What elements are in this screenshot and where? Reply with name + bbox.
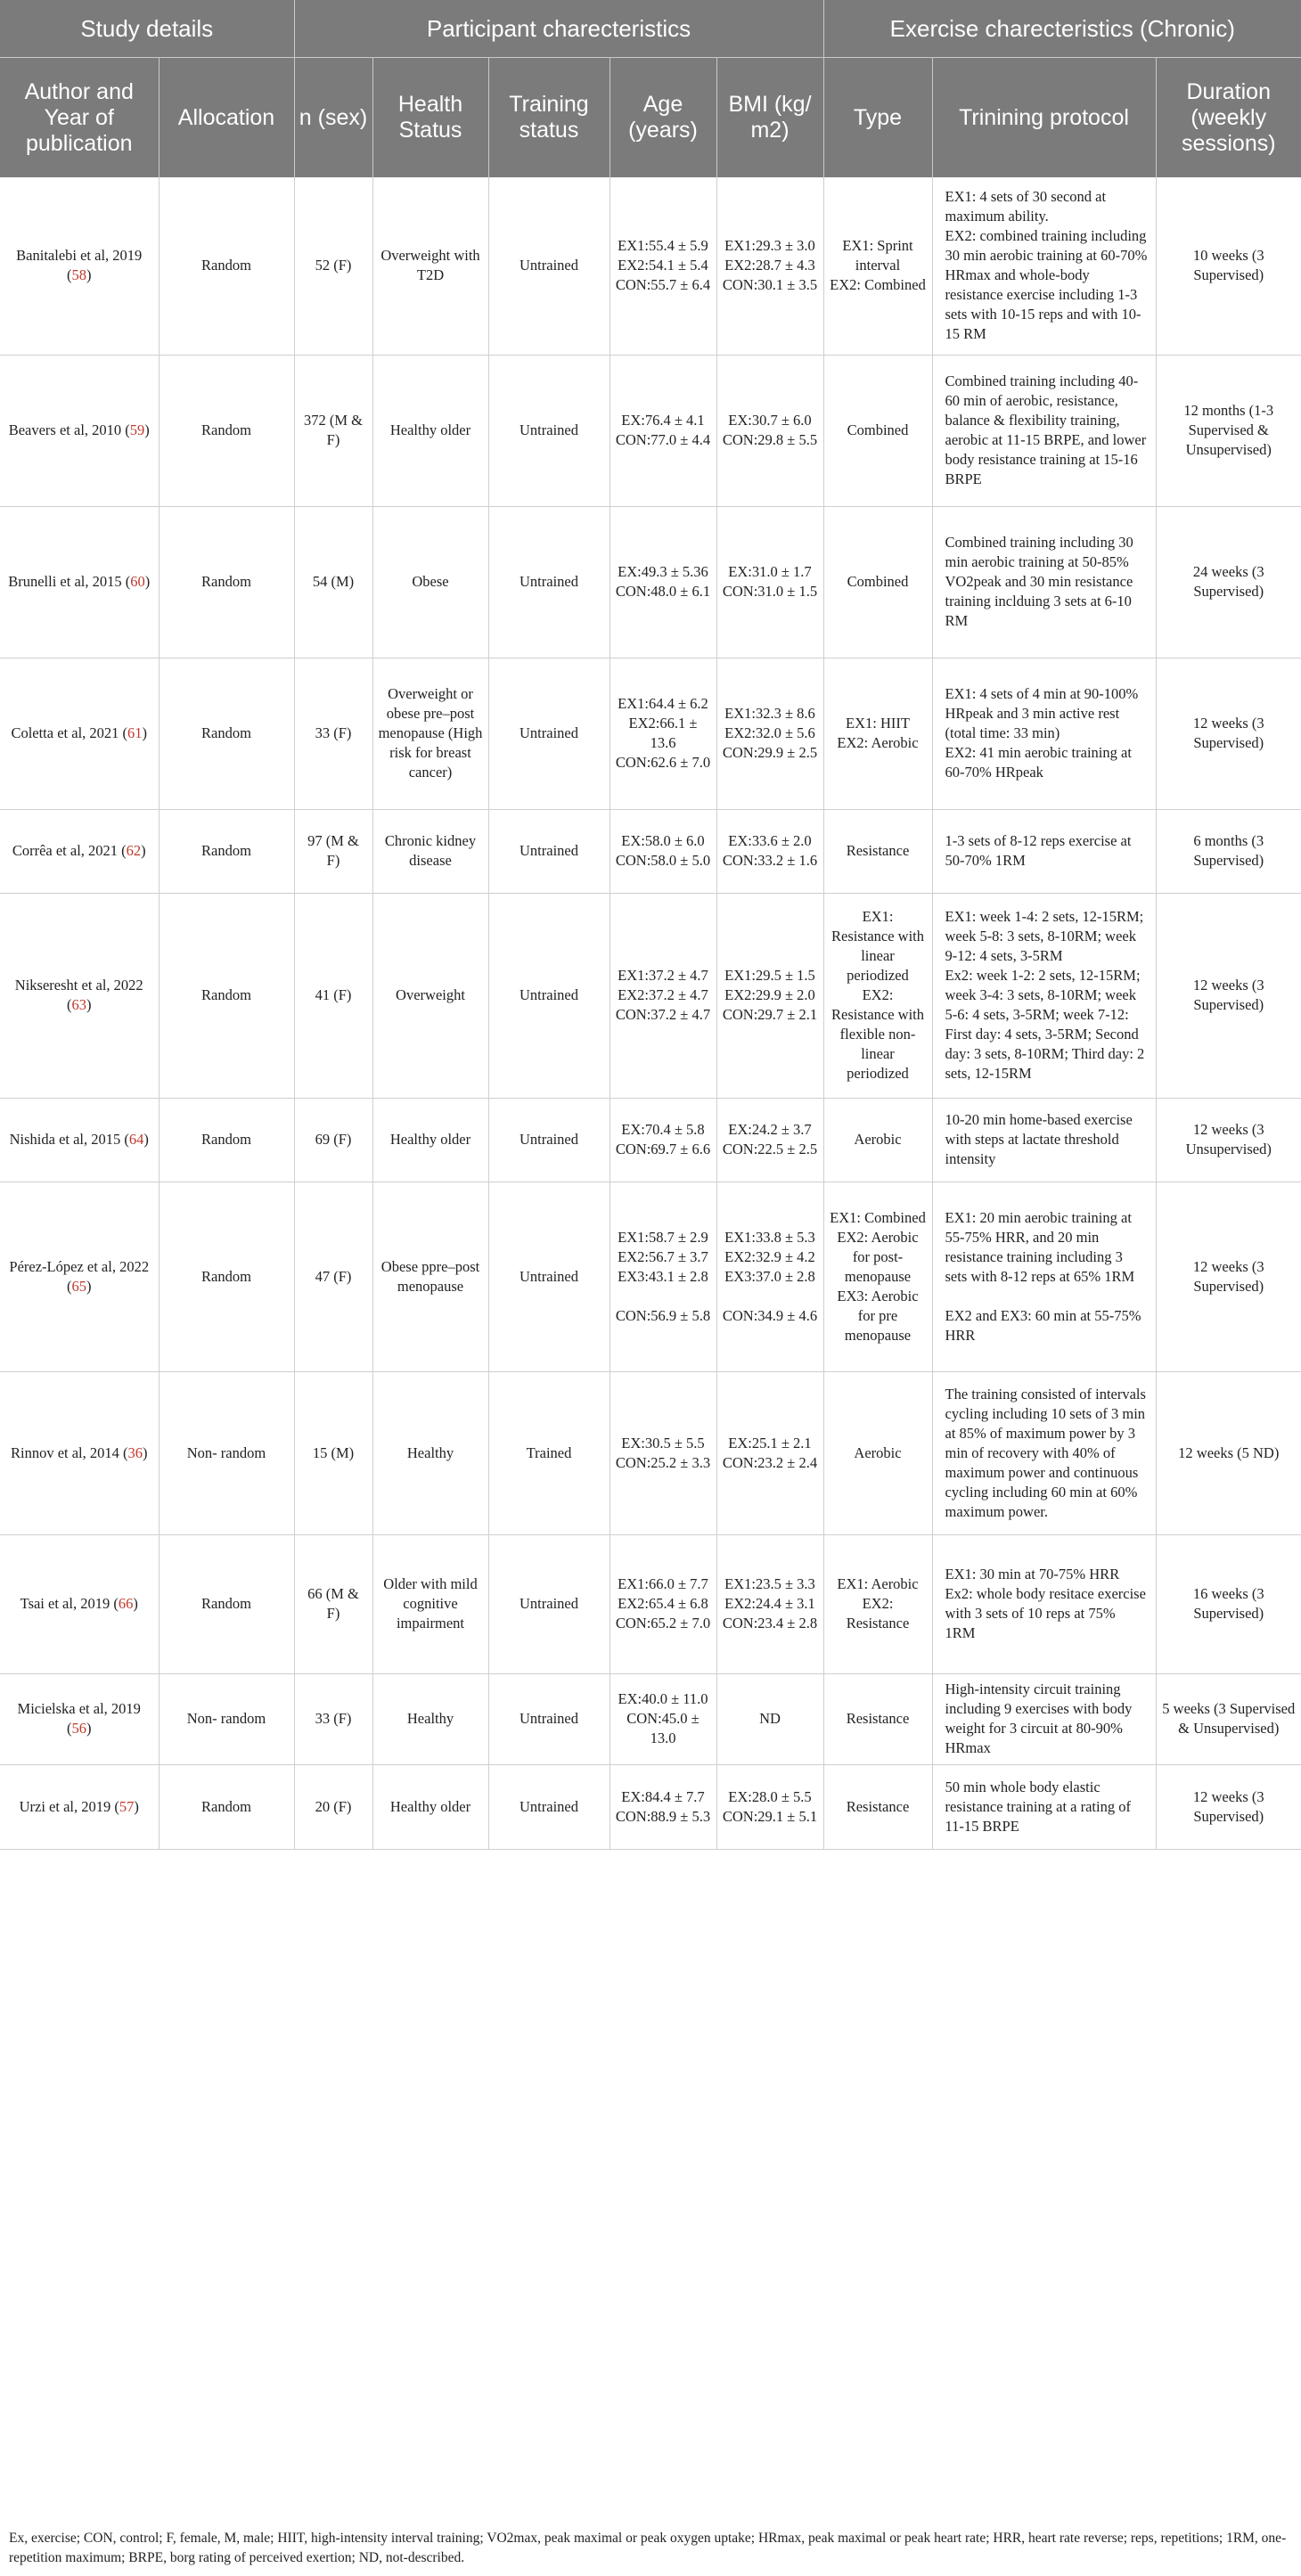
cell-age: EX:70.4 ± 5.8 CON:69.7 ± 6.6 [610, 1098, 716, 1182]
cell-n: 69 (F) [294, 1098, 372, 1182]
cell-type: Resistance [823, 1673, 932, 1764]
reference-link[interactable]: 66 [118, 1595, 134, 1612]
cell-n: 47 (F) [294, 1182, 372, 1371]
cell-author: Beavers et al, 2010 (59) [0, 355, 159, 506]
cell-health: Overweight or obese pre–post menopause (High risk for breast cancer) [372, 658, 488, 809]
cell-age: EX:49.3 ± 5.36 CON:48.0 ± 6.1 [610, 506, 716, 658]
cell-bmi: EX:33.6 ± 2.0 CON:33.2 ± 1.6 [716, 809, 823, 893]
cell-duration: 24 weeks (3 Supervised) [1156, 506, 1301, 658]
author-text: Micielska et al, 2019 [17, 1700, 141, 1717]
cell-training: Untrained [488, 1098, 610, 1182]
cell-bmi: EX1:32.3 ± 8.6 EX2:32.0 ± 5.6 CON:29.9 ± 2.5 [716, 658, 823, 809]
cell-type: Resistance [823, 809, 932, 893]
cell-author: Brunelli et al, 2015 (60) [0, 506, 159, 658]
author-text: Beavers et al, 2010 [8, 421, 122, 438]
cell-n: 15 (M) [294, 1371, 372, 1534]
group-header-study: Study details [0, 0, 294, 58]
table-row [0, 1371, 1301, 1534]
table-body [0, 177, 1301, 1849]
group-header-exercise: Exercise charecteristics (Chronic) [823, 0, 1301, 58]
table-row [0, 1673, 1301, 1764]
reference-link[interactable]: 65 [71, 1277, 86, 1295]
table-row [0, 1098, 1301, 1182]
cell-duration: 12 weeks (3 Supervised) [1156, 1182, 1301, 1371]
cell-age: EX1:64.4 ± 6.2 EX2:66.1 ± 13.6 CON:62.6 ± 7.0 [610, 658, 716, 809]
cell-allocation: Random [159, 1534, 294, 1673]
cell-health: Older with mild cognitive impairment [372, 1534, 488, 1673]
cell-duration: 12 weeks (3 Supervised) [1156, 893, 1301, 1098]
author-text: Tsai et al, 2019 [20, 1595, 110, 1612]
cell-duration: 12 weeks (3 Supervised) [1156, 658, 1301, 809]
cell-n: 54 (M) [294, 506, 372, 658]
cell-type: EX1: Sprint interval EX2: Combined [823, 177, 932, 355]
cell-training: Untrained [488, 1534, 610, 1673]
cell-bmi: EX:25.1 ± 2.1 CON:23.2 ± 2.4 [716, 1371, 823, 1534]
cell-protocol: The training consisted of intervals cycling including 10 sets of 3 min at 85% of maximum power by 3 min of recovery with 40% of maximum power and continuous cycling including 60 min at 60% maximum power. [932, 1371, 1156, 1534]
cell-allocation: Non- random [159, 1371, 294, 1534]
cell-n: 20 (F) [294, 1764, 372, 1849]
table-row [0, 893, 1301, 1098]
cell-duration: 6 months (3 Supervised) [1156, 809, 1301, 893]
reference-link[interactable]: 60 [130, 573, 145, 590]
table-row [0, 809, 1301, 893]
cell-training: Untrained [488, 1182, 610, 1371]
cell-training: Untrained [488, 658, 610, 809]
cell-n: 97 (M & F) [294, 809, 372, 893]
cell-allocation: Random [159, 1764, 294, 1849]
cell-protocol: Combined training including 40-60 min of aerobic, resistance, balance & flexibility training, aerobic at 11-15 BRPE, and lower body resistance training at 15-16 BRPE [932, 355, 1156, 506]
table-header [0, 0, 1301, 177]
cell-training: Untrained [488, 355, 610, 506]
table-row [0, 1764, 1301, 1849]
table-row [0, 1534, 1301, 1673]
reference-link[interactable]: 56 [71, 1720, 86, 1737]
column-header-type: Type [823, 58, 932, 178]
author-text: Pérez-López et al, 2022 [9, 1257, 150, 1275]
cell-protocol: High-intensity circuit training including 9 exercises with body weight for 3 circuit at 80-90% HRmax [932, 1673, 1156, 1764]
cell-bmi: EX:24.2 ± 3.7 CON:22.5 ± 2.5 [716, 1098, 823, 1182]
author-text: Coletta et al, 2021 [11, 724, 119, 741]
table-row [0, 355, 1301, 506]
cell-health: Healthy older [372, 1764, 488, 1849]
cell-allocation: Random [159, 1098, 294, 1182]
author-text: Nikseresht et al, 2022 [14, 977, 143, 994]
author-text: Corrêa et al, 2021 [12, 842, 119, 859]
cell-author: Urzi et al, 2019 (57) [0, 1764, 159, 1849]
cell-age: EX1:55.4 ± 5.9 EX2:54.1 ± 5.4 CON:55.7 ± 6.4 [610, 177, 716, 355]
reference-link[interactable]: 63 [71, 996, 86, 1013]
cell-training: Untrained [488, 1764, 610, 1849]
cell-author: Micielska et al, 2019 (56) [0, 1673, 159, 1764]
cell-protocol: 10-20 min home-based exercise with steps at lactate threshold intensity [932, 1098, 1156, 1182]
cell-bmi: ND [716, 1673, 823, 1764]
table-row [0, 506, 1301, 658]
cell-author: Banitalebi et al, 2019 (58) [0, 177, 159, 355]
table-footnote: Ex, exercise; CON, control; F, female, M, male; HIIT, high-intensity interval training; VO2max, peak maximal or peak oxygen uptake; HRmax, peak maximal or peak heart rate; HRR, heart rate reverse; reps, repetitions; 1RM, one-repetition maximum; BRPE, borg rating of perceived exertion; ND, not-described. [9, 2531, 1287, 2565]
reference-link[interactable]: 62 [126, 842, 142, 859]
cell-n: 33 (F) [294, 658, 372, 809]
cell-protocol: EX1: week 1-4: 2 sets, 12-15RM; week 5-8: 3 sets, 8-10RM; week 9-12: 4 sets, 3-5RM Ex2: week 1-2: 2 sets, 12-15RM; week 3-4: 3 sets, 8-10RM; week 5-6: 4 sets, 3-5RM; week 7-12: First day: 4 sets, 3-5RM; Second day: 3 sets, 8-10RM; Third day: 2 sets, 12-15RM [932, 893, 1156, 1098]
column-header-age: Age (years) [610, 58, 716, 178]
author-text: Urzi et al, 2019 [19, 1797, 111, 1815]
cell-bmi: EX1:23.5 ± 3.3 EX2:24.4 ± 3.1 CON:23.4 ± 2.8 [716, 1534, 823, 1673]
cell-bmi: EX1:29.5 ± 1.5 EX2:29.9 ± 2.0 CON:29.7 ± 2.1 [716, 893, 823, 1098]
column-header-duration: Duration (weekly sessions) [1156, 58, 1301, 178]
reference-link[interactable]: 58 [71, 266, 86, 284]
cell-health: Overweight [372, 893, 488, 1098]
cell-health: Healthy older [372, 1098, 488, 1182]
cell-duration: 5 weeks (3 Supervised & Unsupervised) [1156, 1673, 1301, 1764]
cell-training: Untrained [488, 1673, 610, 1764]
cell-bmi: EX:28.0 ± 5.5 CON:29.1 ± 5.1 [716, 1764, 823, 1849]
cell-author: Pérez-López et al, 2022 (65) [0, 1182, 159, 1371]
author-text: Banitalebi et al, 2019 [16, 247, 143, 265]
cell-age: EX:58.0 ± 6.0 CON:58.0 ± 5.0 [610, 809, 716, 893]
cell-duration: 16 weeks (3 Supervised) [1156, 1534, 1301, 1673]
cell-allocation: Random [159, 658, 294, 809]
cell-protocol: EX1: 4 sets of 4 min at 90-100% HRpeak and 3 min active rest (total time: 33 min) EX2: 41 min aerobic training at 60-70% HRpeak [932, 658, 1156, 809]
cell-bmi: EX:30.7 ± 6.0 CON:29.8 ± 5.5 [716, 355, 823, 506]
cell-age: EX1:58.7 ± 2.9 EX2:56.7 ± 3.7 EX3:43.1 ± 2.8 CON:56.9 ± 5.8 [610, 1182, 716, 1371]
reference-link[interactable]: 59 [129, 421, 145, 438]
cell-type: EX1: Combined EX2: Aerobic for post-menopause EX3: Aerobic for pre menopause [823, 1182, 932, 1371]
cell-type: Aerobic [823, 1371, 932, 1534]
cell-health: Overweight with T2D [372, 177, 488, 355]
cell-health: Healthy [372, 1371, 488, 1534]
cell-protocol: 50 min whole body elastic resistance training at a rating of 11-15 BRPE [932, 1764, 1156, 1849]
cell-duration: 12 weeks (5 ND) [1156, 1371, 1301, 1534]
cell-training: Trained [488, 1371, 610, 1534]
cell-age: EX1:66.0 ± 7.7 EX2:65.4 ± 6.8 CON:65.2 ± 7.0 [610, 1534, 716, 1673]
cell-type: EX1: HIIT EX2: Aerobic [823, 658, 932, 809]
reference-link[interactable]: 61 [127, 724, 143, 741]
column-header-training: Training status [488, 58, 610, 178]
group-header-participant: Participant charecteristics [294, 0, 823, 58]
author-text: Nishida et al, 2015 [9, 1131, 121, 1148]
author-text: Rinnov et al, 2014 [10, 1443, 119, 1461]
reference-link[interactable]: 64 [128, 1131, 144, 1148]
cell-author: Nikseresht et al, 2022 (63) [0, 893, 159, 1098]
table-row [0, 658, 1301, 809]
cell-bmi: EX1:33.8 ± 5.3 EX2:32.9 ± 4.2 EX3:37.0 ± 2.8 CON:34.9 ± 4.6 [716, 1182, 823, 1371]
cell-author: Tsai et al, 2019 (66) [0, 1534, 159, 1673]
column-header-allocation: Allocation [159, 58, 294, 178]
cell-health: Obese [372, 506, 488, 658]
cell-age: EX:40.0 ± 11.0 CON:45.0 ± 13.0 [610, 1673, 716, 1764]
cell-n: 33 (F) [294, 1673, 372, 1764]
cell-type: Resistance [823, 1764, 932, 1849]
cell-allocation: Random [159, 355, 294, 506]
cell-protocol: EX1: 4 sets of 30 second at maximum ability. EX2: combined training including 30 min aerobic training at 60-70% HRmax and whole-body resistance exercise including 1-3 sets with 10-15 reps and with 10-15 RM [932, 177, 1156, 355]
cell-health: Chronic kidney disease [372, 809, 488, 893]
cell-allocation: Random [159, 177, 294, 355]
cell-training: Untrained [488, 809, 610, 893]
cell-training: Untrained [488, 893, 610, 1098]
cell-author: Corrêa et al, 2021 (62) [0, 809, 159, 893]
cell-type: Combined [823, 355, 932, 506]
column-header-protocol: Trinining protocol [932, 58, 1156, 178]
cell-protocol: EX1: 20 min aerobic training at 55-75% HRR, and 20 min resistance training including 3 sets with 8-12 reps at 65% 1RM EX2 and EX3: 60 min at 55-75% HRR [932, 1182, 1156, 1371]
cell-allocation: Random [159, 893, 294, 1098]
cell-protocol: EX1: 30 min at 70-75% HRR Ex2: whole body resitace exercise with 3 sets of 10 reps at 75% 1RM [932, 1534, 1156, 1673]
cell-health: Healthy [372, 1673, 488, 1764]
cell-duration: 10 weeks (3 Supervised) [1156, 177, 1301, 355]
column-header-n: n (sex) [294, 58, 372, 178]
cell-author: Rinnov et al, 2014 (36) [0, 1371, 159, 1534]
column-header-health: Health Status [372, 58, 488, 178]
cell-n: 52 (F) [294, 177, 372, 355]
cell-n: 66 (M & F) [294, 1534, 372, 1673]
cell-allocation: Random [159, 809, 294, 893]
cell-protocol: 1-3 sets of 8-12 reps exercise at 50-70% 1RM [932, 809, 1156, 893]
cell-protocol: Combined training including 30 min aerobic training at 50-85% VO2peak and 30 min resistance training inclduing 3 sets at 6-10 RM [932, 506, 1156, 658]
cell-age: EX:76.4 ± 4.1 CON:77.0 ± 4.4 [610, 355, 716, 506]
cell-allocation: Random [159, 1182, 294, 1371]
reference-link[interactable]: 57 [119, 1797, 135, 1815]
cell-bmi: EX1:29.3 ± 3.0 EX2:28.7 ± 4.3 CON:30.1 ± 3.5 [716, 177, 823, 355]
cell-type: Combined [823, 506, 932, 658]
cell-health: Healthy older [372, 355, 488, 506]
column-header-bmi: BMI (kg/ m2) [716, 58, 823, 178]
cell-author: Nishida et al, 2015 (64) [0, 1098, 159, 1182]
cell-age: EX:84.4 ± 7.7 CON:88.9 ± 5.3 [610, 1764, 716, 1849]
cell-n: 41 (F) [294, 893, 372, 1098]
cell-bmi: EX:31.0 ± 1.7 CON:31.0 ± 1.5 [716, 506, 823, 658]
table-row [0, 177, 1301, 355]
column-header-author: Author and Year of publication [0, 58, 159, 178]
cell-author: Coletta et al, 2021 (61) [0, 658, 159, 809]
cell-training: Untrained [488, 177, 610, 355]
cell-age: EX1:37.2 ± 4.7 EX2:37.2 ± 4.7 CON:37.2 ± 4.7 [610, 893, 716, 1098]
cell-type: EX1: Resistance with linear periodized EX2: Resistance with flexible non-linear periodized [823, 893, 932, 1098]
cell-allocation: Random [159, 506, 294, 658]
cell-duration: 12 weeks (3 Unsupervised) [1156, 1098, 1301, 1182]
cell-health: Obese ppre–post menopause [372, 1182, 488, 1371]
cell-allocation: Non- random [159, 1673, 294, 1764]
cell-n: 372 (M & F) [294, 355, 372, 506]
table-row [0, 1182, 1301, 1371]
author-text: Brunelli et al, 2015 [8, 573, 122, 590]
reference-link[interactable]: 36 [127, 1443, 143, 1461]
cell-type: Aerobic [823, 1098, 932, 1182]
cell-training: Untrained [488, 506, 610, 658]
cell-duration: 12 months (1-3 Supervised & Unsupervised) [1156, 355, 1301, 506]
cell-age: EX:30.5 ± 5.5 CON:25.2 ± 3.3 [610, 1371, 716, 1534]
cell-type: EX1: Aerobic EX2: Resistance [823, 1534, 932, 1673]
cell-duration: 12 weeks (3 Supervised) [1156, 1764, 1301, 1849]
